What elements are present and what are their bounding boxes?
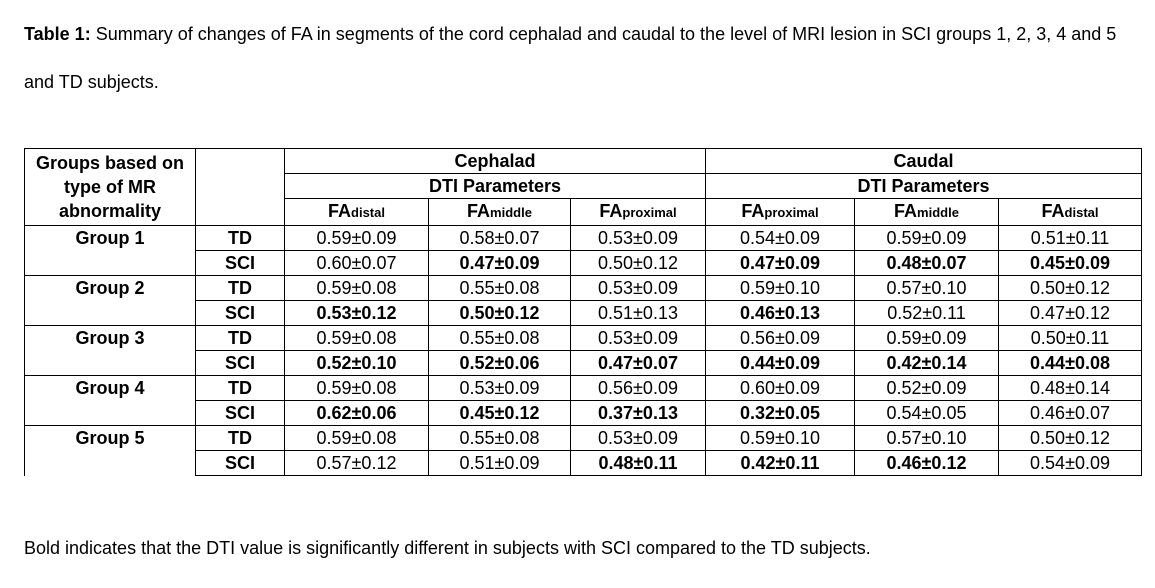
fa-label: FA (467, 201, 491, 221)
fa-label: FA (1041, 201, 1065, 221)
fa-column-header (571, 199, 706, 226)
fa-value-cell: 0.54±0.05 (855, 401, 999, 426)
subject-type: SCI (196, 351, 285, 376)
fa-value-cell: 0.44±0.08 (999, 351, 1142, 376)
fa-column-header (706, 199, 855, 226)
fa-value-cell: 0.53±0.09 (571, 226, 706, 251)
fa-value-cell: 0.51±0.09 (429, 451, 571, 476)
fa-value-cell: 0.59±0.09 (855, 226, 999, 251)
fa-value-cell: 0.53±0.09 (571, 276, 706, 301)
fa-value-cell: 0.45±0.12 (429, 401, 571, 426)
group-name: Group 5 (25, 426, 196, 476)
fa-column-header (429, 199, 571, 226)
table-row (25, 226, 1142, 251)
fa-value-cell: 0.53±0.12 (285, 301, 429, 326)
fa-label: FA (741, 201, 765, 221)
fa-label: FA (599, 201, 623, 221)
fa-subscript: distal (351, 205, 385, 220)
fa-value-cell: 0.60±0.07 (285, 251, 429, 276)
subject-type: SCI (196, 451, 285, 476)
table-caption (24, 10, 1134, 106)
caption-label: Table 1: (24, 24, 91, 44)
fa-value-cell: 0.47±0.09 (706, 251, 855, 276)
cephalad-dti-header: DTI Parameters (285, 174, 706, 199)
fa-value-cell: 0.51±0.11 (999, 226, 1142, 251)
subject-type: TD (196, 276, 285, 301)
fa-value-cell: 0.54±0.09 (706, 226, 855, 251)
subject-type: SCI (196, 301, 285, 326)
fa-value-cell: 0.46±0.07 (999, 401, 1142, 426)
fa-value-cell: 0.58±0.07 (429, 226, 571, 251)
fa-subscript: middle (490, 205, 532, 220)
fa-value-cell: 0.37±0.13 (571, 401, 706, 426)
fa-value-cell: 0.54±0.09 (999, 451, 1142, 476)
cephalad-header: Cephalad (285, 149, 706, 174)
fa-value-cell: 0.53±0.09 (571, 326, 706, 351)
fa-value-cell: 0.50±0.12 (429, 301, 571, 326)
fa-value-cell: 0.47±0.12 (999, 301, 1142, 326)
fa-value-cell: 0.59±0.08 (285, 426, 429, 451)
fa-value-cell: 0.62±0.06 (285, 401, 429, 426)
fa-column-header (999, 199, 1142, 226)
group-name: Group 1 (25, 226, 196, 276)
fa-value-cell: 0.42±0.14 (855, 351, 999, 376)
fa-value-cell: 0.60±0.09 (706, 376, 855, 401)
fa-value-cell: 0.57±0.12 (285, 451, 429, 476)
fa-value-cell: 0.57±0.10 (855, 426, 999, 451)
fa-summary-table (24, 148, 1142, 476)
fa-subscript: proximal (764, 205, 819, 220)
type-header (196, 149, 285, 226)
fa-label: FA (894, 201, 918, 221)
fa-value-cell: 0.48±0.07 (855, 251, 999, 276)
fa-value-cell: 0.53±0.09 (571, 426, 706, 451)
subject-type: TD (196, 226, 285, 251)
fa-value-cell: 0.52±0.09 (855, 376, 999, 401)
fa-value-cell: 0.59±0.09 (855, 326, 999, 351)
caudal-dti-header: DTI Parameters (706, 174, 1142, 199)
fa-value-cell: 0.57±0.10 (855, 276, 999, 301)
caudal-header: Caudal (706, 149, 1142, 174)
subject-type: SCI (196, 251, 285, 276)
table-row (25, 376, 1142, 401)
fa-value-cell: 0.46±0.12 (855, 451, 999, 476)
footnote: Bold indicates that the DTI value is significantly different in subjects with SCI compared to the TD subjects. (24, 538, 871, 558)
table-row (25, 276, 1142, 301)
fa-value-cell: 0.53±0.09 (429, 376, 571, 401)
subject-type: TD (196, 376, 285, 401)
fa-value-cell: 0.59±0.10 (706, 426, 855, 451)
fa-value-cell: 0.51±0.13 (571, 301, 706, 326)
fa-value-cell: 0.50±0.12 (571, 251, 706, 276)
fa-value-cell: 0.46±0.13 (706, 301, 855, 326)
group-name: Group 3 (25, 326, 196, 376)
fa-value-cell: 0.55±0.08 (429, 426, 571, 451)
fa-value-cell: 0.59±0.08 (285, 276, 429, 301)
subject-type: SCI (196, 401, 285, 426)
fa-value-cell: 0.56±0.09 (571, 376, 706, 401)
caption-text: Summary of changes of FA in segments of the cord cephalad and caudal to the level of MRI lesion in SCI groups 1, 2, 3, 4 and 5 and TD subjects. (24, 24, 1117, 92)
fa-value-cell: 0.55±0.08 (429, 326, 571, 351)
group-name: Group 2 (25, 276, 196, 326)
fa-value-cell: 0.50±0.12 (999, 276, 1142, 301)
fa-value-cell: 0.44±0.09 (706, 351, 855, 376)
table-row (25, 426, 1142, 451)
table-row (25, 326, 1142, 351)
fa-value-cell: 0.59±0.08 (285, 326, 429, 351)
fa-value-cell: 0.47±0.09 (429, 251, 571, 276)
fa-value-cell: 0.59±0.09 (285, 226, 429, 251)
fa-value-cell: 0.48±0.11 (571, 451, 706, 476)
fa-value-cell: 0.52±0.10 (285, 351, 429, 376)
fa-value-cell: 0.45±0.09 (999, 251, 1142, 276)
fa-value-cell: 0.47±0.07 (571, 351, 706, 376)
fa-value-cell: 0.52±0.11 (855, 301, 999, 326)
fa-value-cell: 0.42±0.11 (706, 451, 855, 476)
fa-label: FA (328, 201, 352, 221)
fa-value-cell: 0.59±0.08 (285, 376, 429, 401)
subject-type: TD (196, 426, 285, 451)
fa-column-header (855, 199, 999, 226)
fa-subscript: proximal (622, 205, 677, 220)
fa-value-cell: 0.32±0.05 (706, 401, 855, 426)
fa-value-cell: 0.52±0.06 (429, 351, 571, 376)
fa-value-cell: 0.56±0.09 (706, 326, 855, 351)
group-header: Groups based on type of MR abnormality (25, 149, 196, 226)
subject-type: TD (196, 326, 285, 351)
fa-value-cell: 0.50±0.11 (999, 326, 1142, 351)
group-name: Group 4 (25, 376, 196, 426)
fa-subscript: middle (917, 205, 959, 220)
fa-column-header (285, 199, 429, 226)
fa-value-cell: 0.48±0.14 (999, 376, 1142, 401)
fa-value-cell: 0.59±0.10 (706, 276, 855, 301)
fa-value-cell: 0.50±0.12 (999, 426, 1142, 451)
fa-value-cell: 0.55±0.08 (429, 276, 571, 301)
fa-subscript: distal (1064, 205, 1099, 220)
